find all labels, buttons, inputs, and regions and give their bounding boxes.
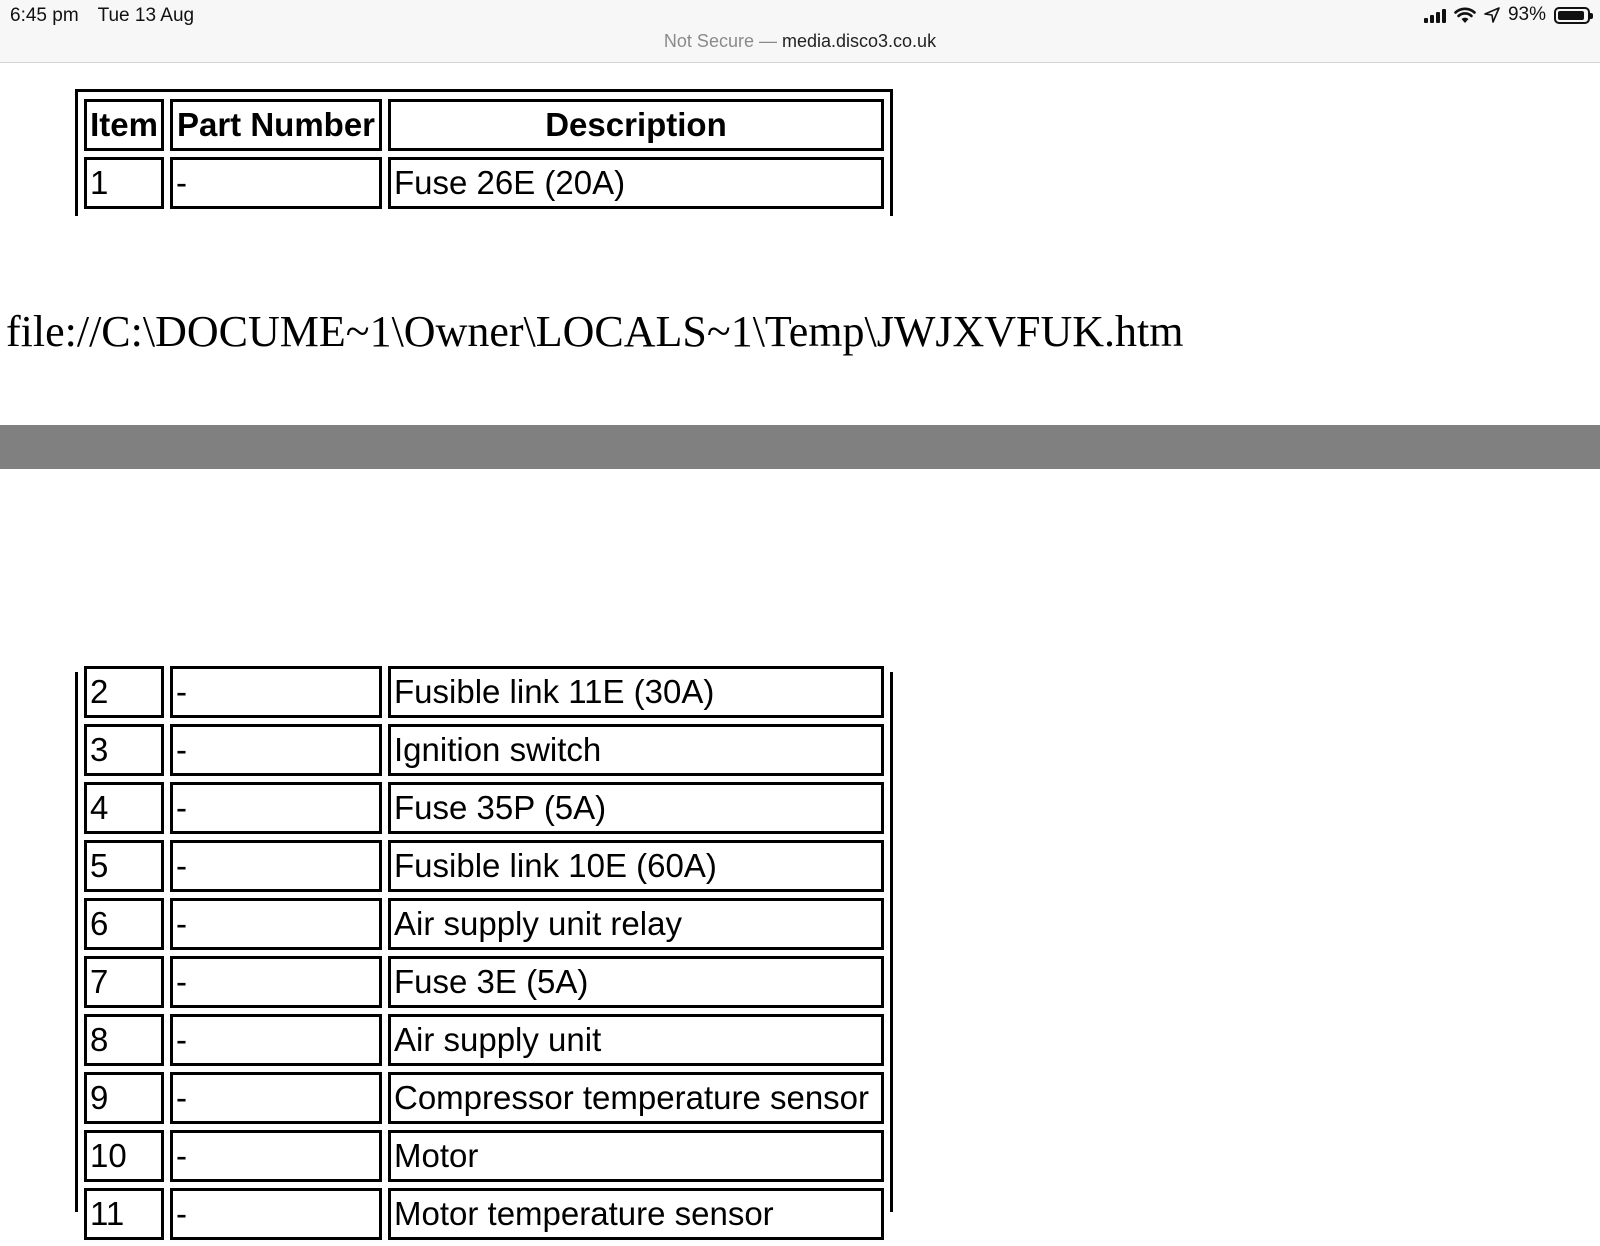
column-header-description: Description: [388, 99, 884, 151]
table-row: [84, 1014, 884, 1066]
cell-item: 7: [84, 956, 164, 1008]
cell-item: 11: [84, 1188, 164, 1240]
cell-description: Compressor temperature sensor: [388, 1072, 884, 1124]
print-footer-file-path: file://C:\DOCUME~1\Owner\LOCALS~1\Temp\JWJXVFUK.htm: [6, 307, 1184, 356]
cell-part-number: -: [170, 1188, 382, 1240]
cell-description: Fuse 26E (20A): [388, 157, 884, 209]
status-time: 6:45 pm: [10, 5, 79, 26]
parts-table-bottom-fragment: [75, 672, 893, 1232]
location-arrow-icon: [1484, 7, 1500, 23]
cell-item: 4: [84, 782, 164, 834]
table-row: [84, 1072, 884, 1124]
cell-part-number: -: [170, 1014, 382, 1066]
table-row: [84, 956, 884, 1008]
table-row: [84, 666, 884, 718]
cell-description: Fusible link 10E (60A): [388, 840, 884, 892]
cell-description: Motor temperature sensor: [388, 1188, 884, 1240]
table-row: [84, 898, 884, 950]
cellular-signal-icon: [1424, 7, 1446, 23]
status-date: Tue 13 Aug: [97, 5, 195, 26]
battery-level-fill: [1558, 11, 1584, 20]
cell-item: 6: [84, 898, 164, 950]
cell-part-number: -: [170, 782, 382, 834]
wifi-icon: [1454, 7, 1476, 24]
cell-part-number: -: [170, 956, 382, 1008]
parts-table: [78, 93, 890, 215]
cell-description: Fuse 3E (5A): [388, 956, 884, 1008]
status-and-address-bar: [0, 0, 1600, 63]
table-header-row: [84, 99, 884, 151]
cell-description: Ignition switch: [388, 724, 884, 776]
cell-part-number: -: [170, 898, 382, 950]
cell-description: Motor: [388, 1130, 884, 1182]
status-right: [1424, 4, 1590, 26]
cell-part-number: -: [170, 666, 382, 718]
cell-description: Fusible link 11E (30A): [388, 666, 884, 718]
cell-part-number: -: [170, 840, 382, 892]
table-row: [84, 157, 884, 209]
security-indicator: Not Secure —: [663, 31, 777, 51]
cell-part-number: -: [170, 1130, 382, 1182]
cell-description: Fuse 35P (5A): [388, 782, 884, 834]
cell-item: 9: [84, 1072, 164, 1124]
cell-description: Air supply unit relay: [388, 898, 884, 950]
page-break-divider: [0, 425, 1600, 469]
cell-part-number: -: [170, 157, 382, 209]
cell-item: 2: [84, 666, 164, 718]
table-row: [84, 1130, 884, 1182]
table-row: [84, 840, 884, 892]
cell-item: 10: [84, 1130, 164, 1182]
table-row: [84, 724, 884, 776]
battery-percentage: 93%: [1507, 4, 1546, 25]
cell-part-number: -: [170, 1072, 382, 1124]
cell-item: 5: [84, 840, 164, 892]
table-row: [84, 782, 884, 834]
battery-icon: [1554, 7, 1590, 24]
cell-item: 8: [84, 1014, 164, 1066]
status-left: [10, 5, 208, 27]
cell-part-number: -: [170, 724, 382, 776]
column-header-item: Item: [84, 99, 164, 151]
cell-description: Air supply unit: [388, 1014, 884, 1066]
column-header-part-number: Part Number: [170, 99, 382, 151]
table-row: [84, 1188, 884, 1240]
address-bar[interactable]: [0, 31, 1600, 52]
parts-table-top-fragment: [75, 89, 893, 216]
cell-item: 3: [84, 724, 164, 776]
parts-table-continued: [78, 660, 890, 1246]
url-domain: media.disco3.co.uk: [781, 31, 937, 51]
cell-item: 1: [84, 157, 164, 209]
